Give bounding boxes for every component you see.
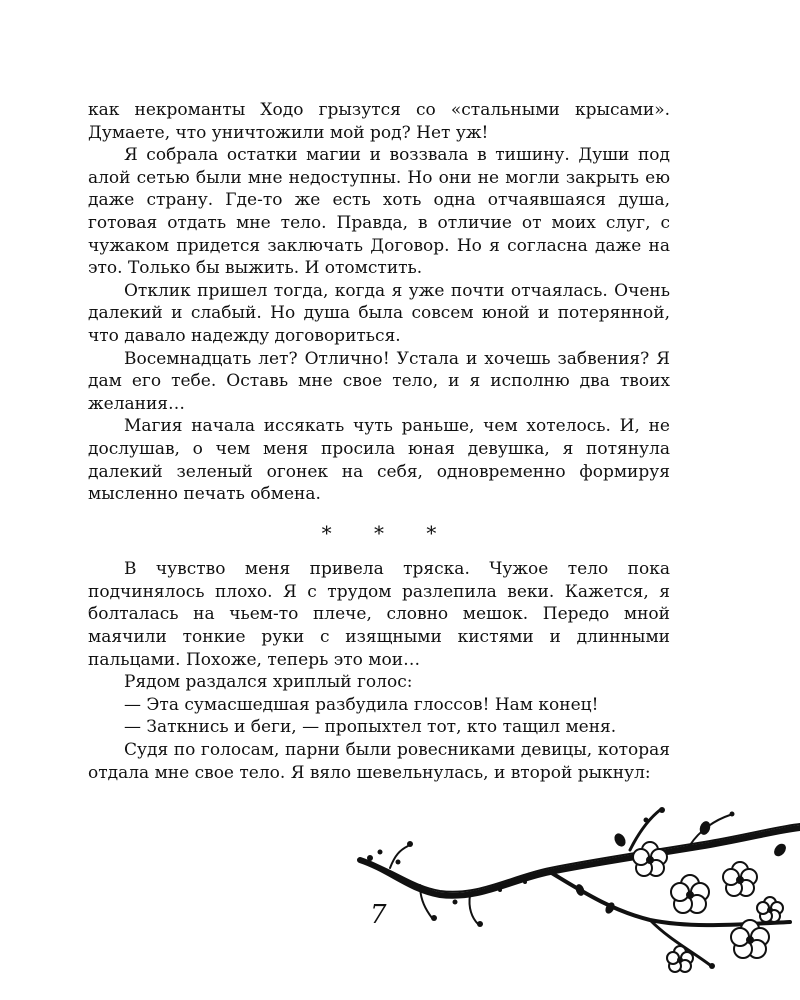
cherry-blossom-branch-icon [350,800,800,1000]
paragraph-5: Магия начала иссякать чуть раньше, чем хотелось. И, не дослушав, о чем меня просила юная девушка, я потянула далекий зеленый огонек на себя, одновременно формируя мысленно печать обмена. [88,416,670,505]
body-text [88,99,670,784]
paragraph-8-dialogue: — Эта сумасшедшая разбудила глоссов! Нам конец! [124,694,599,715]
paragraph-3: Отклик пришел тогда, когда я уже почти отчаялась. Очень далекий и слабый. Но душа была совсем юной и потерянной, что давало надежду договориться. [88,280,670,346]
paragraph-7: Рядом раздался хриплый голос: [124,672,413,693]
page-number: 7 [370,900,387,930]
paragraph-4: Восемнадцать лет? Отлично! Устала и хочешь забвения? Я дам его тебе. Оставь мне свое тело, и я исполню два твоих желания… [88,348,670,414]
paragraph-6: В чувство меня привела тряска. Чужое тело пока подчинялось плохо. Я с трудом разлепила веки. Кажется, я болталась на чьем-то плече, словно мешок. Передо мной маячили тонкие руки с изящными кистями и длинными пальцами. Похоже, теперь это мои… [88,559,670,670]
paragraph-1: как некроманты Ходо грызутся со «стальными крысами». Думаете, что уничтожили мой род? Нет уж! [88,100,670,143]
paragraph-9-dialogue: — Заткнись и беги, — пропыхтел тот, кто тащил меня. [124,717,617,738]
section-separator: * * * [321,520,455,545]
paragraph-10: Судя по голосам, парни были ровесниками девицы, которая отдала мне свое тело. Я вяло шевельнулась, и второй рыкнул: [88,740,670,783]
paragraph-2: Я собрала остатки магии и воззвала в тишину. Души под алой сетью были мне недоступны. Но они не могли закрыть ею даже страну. Где-то же есть хоть одна отчаявшаяся душа, готовая отдать мне тело. Правда, в отличие от моих слуг, с чужаком придется заключать Договор. Но я согласна даже на это. Только бы выжить. И отомстить. [88,145,670,279]
